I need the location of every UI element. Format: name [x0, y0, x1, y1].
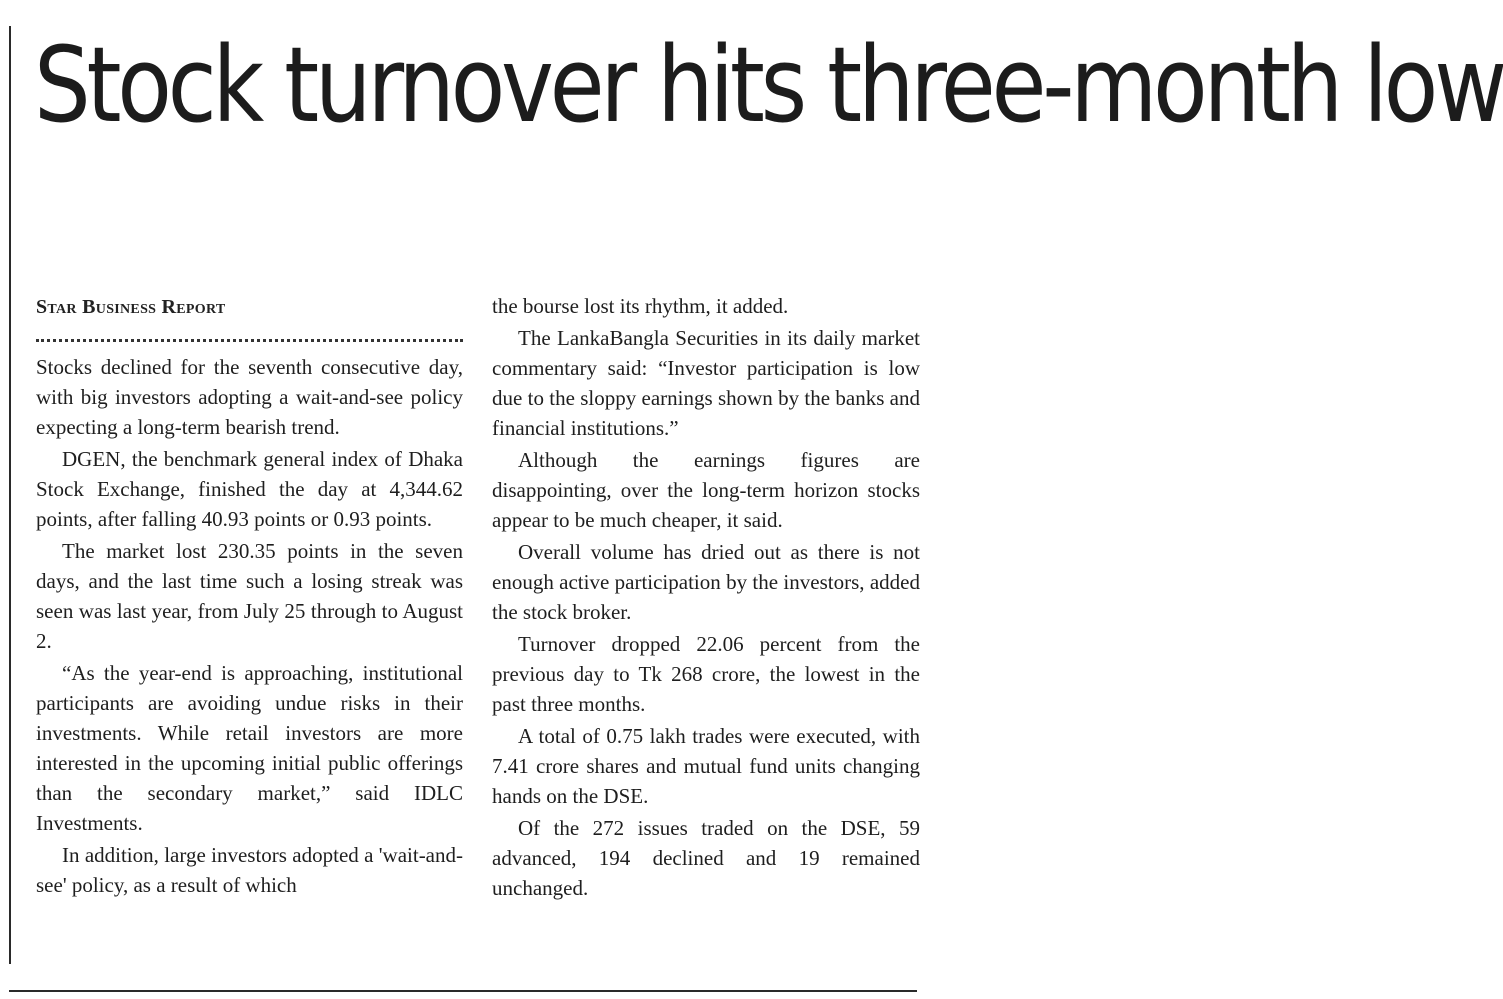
byline: Star Business Report: [36, 296, 226, 318]
paragraph: A total of 0.75 lakh trades were executed, with 7.41 crore shares and mutual fund units changing hands on the DSE.: [492, 724, 920, 808]
paragraph: The market lost 230.35 points in the seven days, and the last time such a losing streak was seen was last year, from July 25 through to August 2.: [36, 539, 463, 653]
paragraph: Overall volume has dried out as there is not enough active participation by the investors, added the stock broker.: [492, 540, 920, 624]
left-column-rule: [9, 26, 11, 964]
paragraph: the bourse lost its rhythm, it added.: [492, 294, 789, 318]
paragraph: Although the earnings figures are disappointing, over the long-term horizon stocks appear to be much cheaper, it said.: [492, 448, 920, 532]
byline-dotted-divider: [36, 339, 463, 342]
article-column-2: [492, 291, 920, 905]
paragraph: The LankaBangla Securities in its daily market commentary said: “Investor participation is low due to the sloppy earnings shown by the banks and financial institutions.”: [492, 326, 920, 440]
paragraph: “As the year-end is approaching, institutional participants are avoiding undue risks in their investments. While retail investors are more interested in the upcoming initial public offerings than the secondary market,” said IDLC Investments.: [36, 661, 463, 835]
paragraph: DGEN, the benchmark general index of Dhaka Stock Exchange, finished the day at 4,344.62 points, after falling 40.93 points or 0.93 points.: [36, 447, 463, 531]
paragraph: Of the 272 issues traded on the DSE, 59 advanced, 194 declined and 19 remained unchanged.: [492, 816, 920, 900]
paragraph: Turnover dropped 22.06 percent from the previous day to Tk 268 crore, the lowest in the past three months.: [492, 632, 920, 716]
headline: Stock turnover hits three-month low: [34, 24, 1503, 146]
paragraph: In addition, large investors adopted a 'wait-and-see' policy, as a result of which: [36, 843, 463, 897]
paragraph: Stocks declined for the seventh consecutive day, with big investors adopting a wait-and-see policy expecting a long-term bearish trend.: [36, 355, 463, 439]
article-column-1: [36, 352, 463, 902]
bottom-rule: [9, 990, 917, 992]
